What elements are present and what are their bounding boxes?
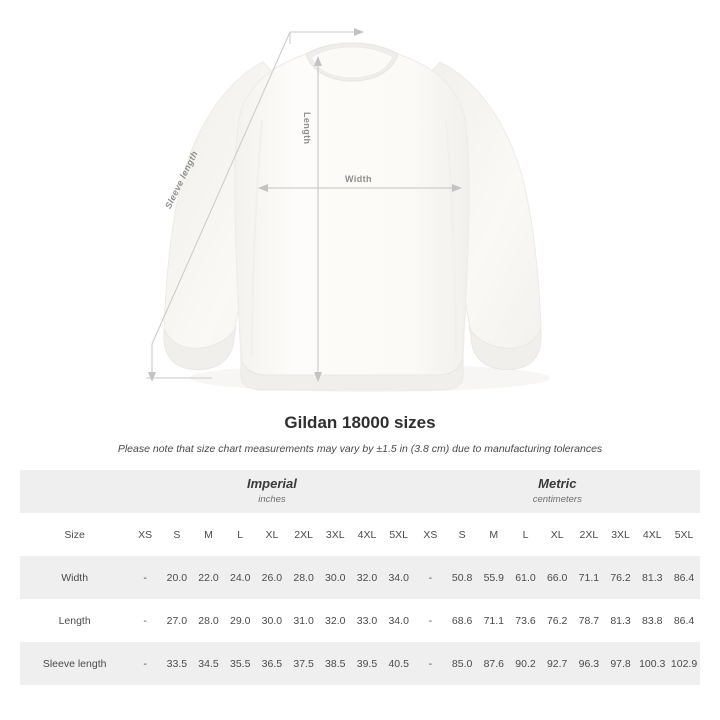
- cell-length-imp-0: -: [143, 614, 147, 627]
- system-name-metric: Metric: [538, 476, 577, 492]
- cell-width-met-7: 81.3: [642, 571, 663, 584]
- cell-sleeve-imp-6: 38.5: [325, 657, 346, 670]
- cell-length-met-8: 86.4: [673, 614, 695, 627]
- cell-length-imp-3: 29.0: [229, 614, 251, 627]
- cell-width-imp-4: 26.0: [261, 571, 283, 584]
- size-col-imperial-4xl: 4XL: [357, 528, 377, 541]
- tolerance-note: Please note that size chart measurements may vary by ±1.5 in (3.8 cm) due to manufacturing tolerances: [117, 443, 603, 455]
- size-col-metric-xl: XL: [550, 528, 564, 541]
- page-title: Gildan 18000 sizes: [284, 413, 436, 432]
- size-col-metric-m: M: [489, 528, 499, 541]
- cell-width-met-0: -: [428, 571, 433, 584]
- cell-width-met-2: 55.9: [483, 571, 505, 584]
- size-col-metric-xs: XS: [423, 528, 438, 541]
- size-col-metric-l: L: [522, 528, 529, 541]
- title-block: [0, 413, 720, 455]
- system-header-spacer: [20, 470, 129, 513]
- size-col-metric-4xl: 4XL: [642, 528, 662, 541]
- cell-width-met-3: 61.0: [515, 571, 536, 584]
- cell-length-met-2: 71.1: [483, 614, 505, 627]
- cell-width-met-1: 50.8: [451, 571, 473, 584]
- size-col-imperial-l: L: [237, 528, 244, 541]
- cell-length-imp-4: 30.0: [261, 614, 283, 627]
- cell-length-imp-2: 28.0: [198, 614, 219, 627]
- row-label-width: Width: [61, 571, 89, 584]
- system-header-row: [20, 470, 700, 513]
- cell-length-met-0: -: [428, 614, 433, 627]
- cell-length-met-4: 76.2: [546, 614, 568, 627]
- cell-width-imp-1: 20.0: [166, 571, 188, 584]
- cell-sleeve-met-6: 97.8: [610, 657, 631, 670]
- cell-length-imp-7: 33.0: [356, 614, 378, 627]
- cell-width-met-8: 86.4: [673, 571, 695, 584]
- cell-width-imp-5: 28.0: [293, 571, 314, 584]
- system-unit-imperial: inches: [258, 493, 286, 505]
- size-col-metric-5xl: 5XL: [674, 528, 694, 541]
- system-header-imperial: [129, 470, 414, 513]
- cell-length-met-3: 73.6: [515, 614, 536, 627]
- row-label-length: Length: [58, 614, 91, 627]
- cell-sleeve-imp-2: 34.5: [198, 657, 219, 670]
- cell-length-met-1: 68.6: [451, 614, 473, 627]
- size-col-imperial-5xl: 5XL: [389, 528, 409, 541]
- system-header-metric: [415, 470, 700, 513]
- system-unit-metric: centimeters: [532, 493, 582, 505]
- system-name-imperial: Imperial: [247, 476, 297, 492]
- size-table-wrapper: [20, 470, 700, 685]
- cell-length-imp-1: 27.0: [166, 614, 188, 627]
- cell-length-imp-6: 32.0: [325, 614, 346, 627]
- cell-sleeve-met-5: 96.3: [578, 657, 600, 670]
- sleeve-length-measure-label: Sleeve length: [163, 149, 200, 211]
- cell-length-met-5: 78.7: [578, 614, 600, 627]
- cell-sleeve-met-8: 102.9: [670, 657, 698, 670]
- table-row: [20, 642, 700, 685]
- cell-width-met-6: 76.2: [610, 571, 631, 584]
- cell-sleeve-imp-1: 33.5: [166, 657, 188, 670]
- size-table: [20, 470, 700, 685]
- cell-length-met-7: 83.8: [642, 614, 663, 627]
- size-header-cell: Size: [64, 528, 85, 541]
- cell-width-imp-3: 24.0: [229, 571, 251, 584]
- cell-sleeve-imp-7: 39.5: [356, 657, 378, 670]
- size-col-imperial-xs: XS: [138, 528, 153, 541]
- size-col-imperial-s: S: [173, 528, 181, 541]
- size-col-metric-2xl: 2XL: [579, 528, 599, 541]
- cell-sleeve-met-1: 85.0: [451, 657, 473, 670]
- row-label-sleeve-length: Sleeve length: [42, 657, 107, 670]
- cell-width-met-4: 66.0: [546, 571, 568, 584]
- size-col-metric-3xl: 3XL: [611, 528, 630, 541]
- cell-width-imp-2: 22.0: [198, 571, 219, 584]
- cell-sleeve-imp-8: 40.5: [388, 657, 409, 670]
- cell-width-imp-8: 34.0: [388, 571, 409, 584]
- length-measure-label: Length: [302, 112, 312, 145]
- cell-width-imp-6: 30.0: [325, 571, 346, 584]
- cell-sleeve-met-7: 100.3: [639, 657, 666, 670]
- size-header-row: [20, 513, 700, 556]
- cell-sleeve-met-2: 87.6: [483, 657, 505, 670]
- cell-sleeve-met-4: 92.7: [546, 657, 568, 670]
- cell-sleeve-imp-0: -: [143, 657, 147, 670]
- size-col-imperial-xl: XL: [265, 528, 279, 541]
- table-row: [20, 556, 700, 599]
- table-row: [20, 599, 700, 642]
- cell-sleeve-imp-5: 37.5: [293, 657, 314, 670]
- cell-length-imp-5: 31.0: [293, 614, 314, 627]
- size-col-imperial-2xl: 2XL: [294, 528, 313, 541]
- size-col-metric-s: S: [458, 528, 466, 541]
- size-col-imperial-3xl: 3XL: [325, 528, 345, 541]
- cell-length-met-6: 81.3: [610, 614, 631, 627]
- cell-sleeve-imp-3: 35.5: [229, 657, 251, 670]
- cell-width-imp-0: -: [143, 571, 147, 584]
- size-col-imperial-m: M: [204, 528, 213, 541]
- cell-length-imp-8: 34.0: [388, 614, 409, 627]
- cell-sleeve-met-3: 90.2: [515, 657, 536, 670]
- cell-sleeve-imp-4: 36.5: [261, 657, 283, 670]
- width-measure-label: Width: [345, 174, 372, 184]
- cell-width-imp-7: 32.0: [356, 571, 378, 584]
- cell-width-met-5: 71.1: [578, 571, 600, 584]
- cell-sleeve-met-0: -: [428, 657, 433, 670]
